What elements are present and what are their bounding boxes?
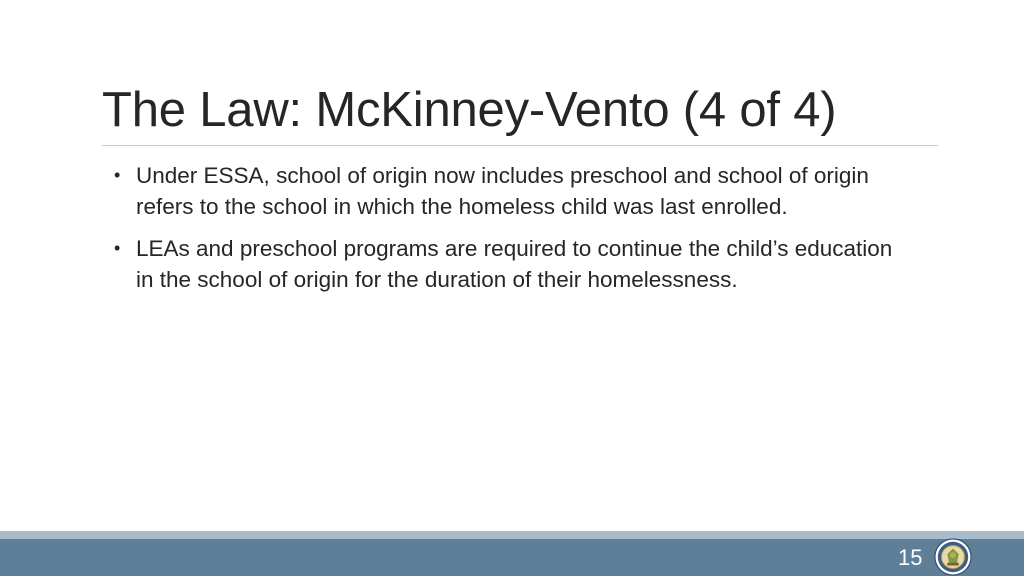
bullet-text: LEAs and preschool programs are required to continue the child’s education in the school of origin for the duration of their homelessness.	[136, 236, 893, 292]
bullet-list	[112, 160, 912, 306]
slide-title: The Law: McKinney-Vento (4 of 4)	[102, 83, 837, 137]
department-seal-icon	[934, 538, 972, 576]
bullet-text: Under ESSA, school of origin now includes preschool and school of origin refers to the school in which the homeless child was last enrolled.	[136, 163, 869, 219]
footer-accent-stripe	[0, 531, 1024, 539]
bullet-dot-icon: •	[114, 165, 121, 185]
bullet-item	[112, 160, 912, 222]
footer-bar	[0, 539, 1024, 576]
page-number: 15	[898, 545, 923, 570]
bullet-dot-icon: •	[114, 238, 121, 258]
title-divider	[102, 145, 938, 146]
bullet-item	[112, 233, 912, 295]
